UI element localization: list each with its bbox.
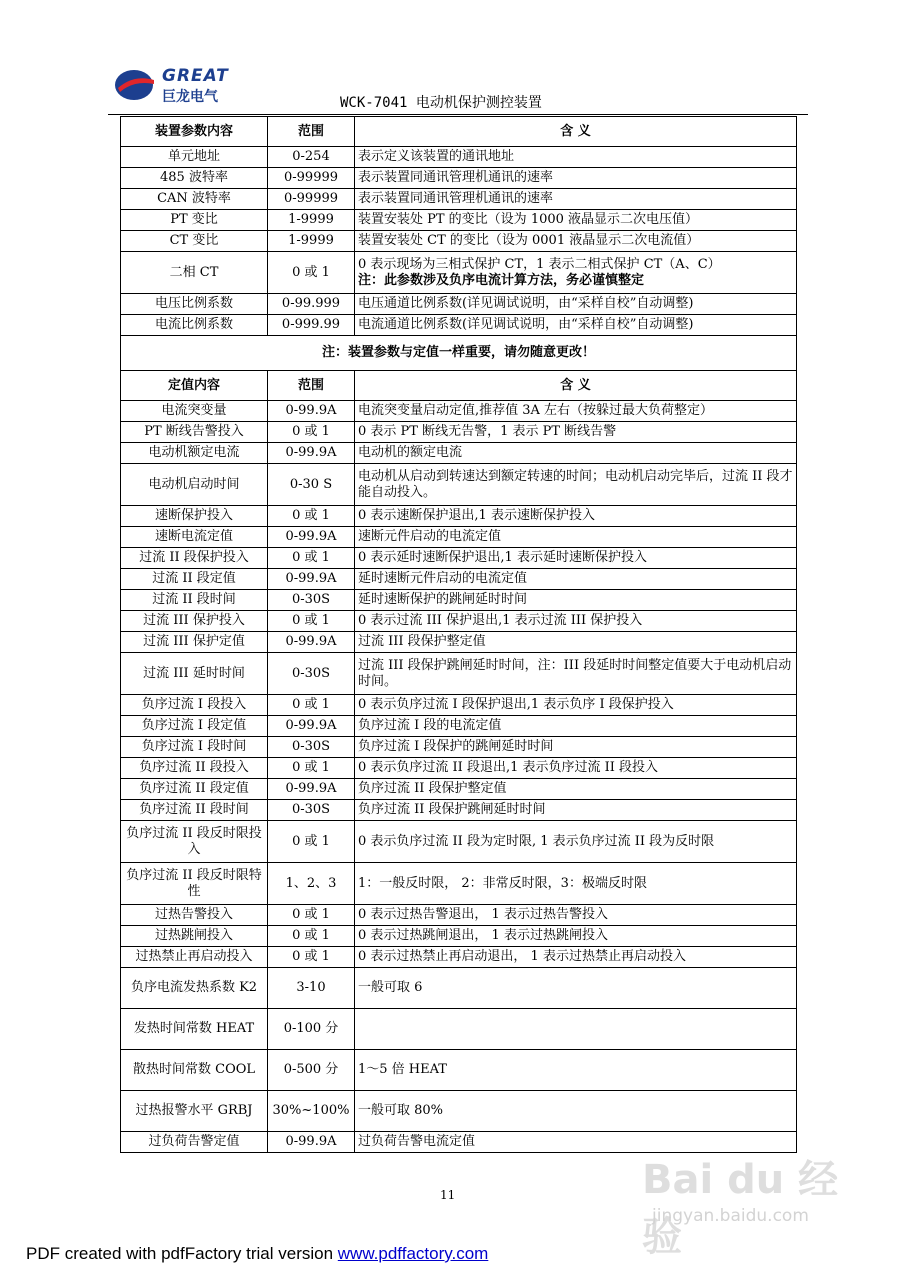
setting-meaning: 过流 III 段保护跳闸延时时间，注：III 段延时时间整定值要大于电动机启动时间。	[355, 653, 797, 695]
device-note: 注：装置参数与定值一样重要，请勿随意更改！	[121, 336, 797, 371]
setting-range: 0 或 1	[268, 905, 355, 926]
table-row	[121, 231, 797, 252]
setting-meaning: 过负荷告警电流定值	[355, 1132, 797, 1153]
setting-meaning: 0 表示过热跳闸退出， 1 表示过热跳闸投入	[355, 926, 797, 947]
param-meaning: 表示装置同通讯管理机通讯的速率	[355, 168, 797, 189]
setting-range: 0 或 1	[268, 611, 355, 632]
param-range: 0-999.99	[268, 315, 355, 336]
setting-range: 0-99.9A	[268, 569, 355, 590]
watermark-brand: Bai du 经验	[642, 1157, 839, 1260]
setting-name: 发热时间常数 HEAT	[121, 1009, 268, 1050]
setting-range: 0 或 1	[268, 947, 355, 968]
table-row	[121, 443, 797, 464]
table-row	[121, 506, 797, 527]
setting-meaning: 一般可取 6	[355, 968, 797, 1009]
setting-name: 过流 III 保护投入	[121, 611, 268, 632]
setting-table-header	[121, 371, 797, 401]
setting-range: 0-99.9A	[268, 443, 355, 464]
param-meaning: 表示定义该装置的通讯地址	[355, 147, 797, 168]
param-range: 0 或 1	[268, 252, 355, 294]
table-row	[121, 422, 797, 443]
setting-range: 0-500 分	[268, 1050, 355, 1091]
page-header	[108, 62, 808, 115]
setting-meaning	[355, 1009, 797, 1050]
setting-name: 电动机启动时间	[121, 464, 268, 506]
table-row	[121, 821, 797, 863]
table-row	[121, 252, 797, 294]
column-header: 范围	[268, 371, 355, 401]
setting-meaning: 负序过流 I 段保护的跳闸延时时间	[355, 737, 797, 758]
setting-meaning: 0 表示负序过流 I 段保护退出,1 表示负序 I 段保护投入	[355, 695, 797, 716]
setting-range: 0 或 1	[268, 821, 355, 863]
table-row	[121, 926, 797, 947]
param-meaning: 电流通道比例系数(详见调试说明，由“采样自校”自动调整)	[355, 315, 797, 336]
setting-range: 0 或 1	[268, 506, 355, 527]
setting-range: 0-30 S	[268, 464, 355, 506]
param-range: 0-254	[268, 147, 355, 168]
setting-name: 过流 III 保护定值	[121, 632, 268, 653]
pdf-footer	[26, 1244, 488, 1264]
param-meaning: 表示装置同通讯管理机通讯的速率	[355, 189, 797, 210]
param-name: PT 变比	[121, 210, 268, 231]
param-name: 485 波特率	[121, 168, 268, 189]
setting-meaning: 负序过流 II 段保护整定值	[355, 779, 797, 800]
column-header: 含 义	[355, 371, 797, 401]
table-row	[121, 653, 797, 695]
table-row	[121, 464, 797, 506]
table-row	[121, 315, 797, 336]
table-row	[121, 590, 797, 611]
table-row	[121, 716, 797, 737]
setting-range: 0-30S	[268, 653, 355, 695]
setting-meaning: 延时速断元件启动的电流定值	[355, 569, 797, 590]
setting-name: 负序过流 I 段定值	[121, 716, 268, 737]
setting-range: 30%~100%	[268, 1091, 355, 1132]
column-header: 范围	[268, 117, 355, 147]
setting-range: 0-100 分	[268, 1009, 355, 1050]
table-row	[121, 1009, 797, 1050]
setting-range: 0-99.9A	[268, 716, 355, 737]
setting-range: 0-30S	[268, 737, 355, 758]
setting-meaning: 电动机从启动到转速达到额定转速的时间；电动机启动完毕后，过流 II 段才能自动投入。	[355, 464, 797, 506]
setting-name: 电动机额定电流	[121, 443, 268, 464]
setting-meaning: 1～5 倍 HEAT	[355, 1050, 797, 1091]
setting-name: 负序过流 II 段时间	[121, 800, 268, 821]
table-row	[121, 737, 797, 758]
param-range: 0-99.999	[268, 294, 355, 315]
setting-name: 负序过流 II 段投入	[121, 758, 268, 779]
param-name: 单元地址	[121, 147, 268, 168]
setting-meaning: 1：一般反时限， 2：非常反时限，3：极端反时限	[355, 863, 797, 905]
table-row	[121, 1050, 797, 1091]
table-row	[121, 1091, 797, 1132]
setting-range: 0 或 1	[268, 926, 355, 947]
logo-text-cn: 巨龙电气	[162, 89, 218, 105]
setting-range: 0-30S	[268, 590, 355, 611]
table-row	[121, 611, 797, 632]
setting-meaning: 0 表示负序过流 II 段退出,1 表示负序过流 II 段投入	[355, 758, 797, 779]
table-row	[121, 800, 797, 821]
param-meaning: 电压通道比例系数(详见调试说明，由“采样自校”自动调整)	[355, 294, 797, 315]
setting-meaning: 负序过流 II 段保护跳闸延时时间	[355, 800, 797, 821]
company-logo-icon	[114, 68, 156, 102]
footer-text: PDF created with pdfFactory trial version	[26, 1244, 338, 1263]
setting-range: 0 或 1	[268, 695, 355, 716]
setting-name: 负序过流 II 段反时限特性	[121, 863, 268, 905]
device-table-header	[121, 117, 797, 147]
parameter-table	[120, 116, 797, 1153]
setting-name: 速断电流定值	[121, 527, 268, 548]
table-row	[121, 779, 797, 800]
setting-name: 负序过流 I 段时间	[121, 737, 268, 758]
param-meaning: 装置安装处 PT 的变比（设为 1000 液晶显示二次电压值）	[355, 210, 797, 231]
page-number: 11	[440, 1188, 456, 1202]
logo-text-en: GREAT	[162, 66, 229, 86]
param-name: 电压比例系数	[121, 294, 268, 315]
setting-range: 0-99.9A	[268, 779, 355, 800]
param-range: 0-99999	[268, 189, 355, 210]
setting-name: 过流 II 段定值	[121, 569, 268, 590]
param-name: CT 变比	[121, 231, 268, 252]
table-row	[121, 632, 797, 653]
table-row	[121, 695, 797, 716]
setting-name: 速断保护投入	[121, 506, 268, 527]
table-row	[121, 968, 797, 1009]
table-row	[121, 210, 797, 231]
param-range: 1-9999	[268, 210, 355, 231]
setting-meaning: 过流 III 段保护整定值	[355, 632, 797, 653]
setting-range: 0-99.9A	[268, 632, 355, 653]
param-range: 0-99999	[268, 168, 355, 189]
table-row	[121, 147, 797, 168]
document-title: WCK-7041 电动机保护测控装置	[340, 95, 542, 111]
table-row	[121, 168, 797, 189]
setting-name: 电流突变量	[121, 401, 268, 422]
setting-range: 0-99.9A	[268, 401, 355, 422]
param-meaning	[355, 252, 797, 294]
setting-range: 0-30S	[268, 800, 355, 821]
table-row	[121, 548, 797, 569]
table-row	[121, 569, 797, 590]
param-name: 二相 CT	[121, 252, 268, 294]
watermark-url: jingyan.baidu.com	[652, 1206, 809, 1226]
device-note-row	[121, 336, 797, 371]
setting-meaning: 0 表示延时速断保护退出,1 表示延时速断保护投入	[355, 548, 797, 569]
param-name: CAN 波特率	[121, 189, 268, 210]
setting-meaning: 0 表示过热禁止再启动退出， 1 表示过热禁止再启动投入	[355, 947, 797, 968]
setting-range: 1、2、3	[268, 863, 355, 905]
setting-name: 过热禁止再启动投入	[121, 947, 268, 968]
setting-name: 过流 III 延时时间	[121, 653, 268, 695]
setting-name: 过热告警投入	[121, 905, 268, 926]
column-header: 含 义	[355, 117, 797, 147]
setting-meaning: 速断元件启动的电流定值	[355, 527, 797, 548]
table-row	[121, 189, 797, 210]
setting-meaning: 0 表示过热告警退出， 1 表示过热告警投入	[355, 905, 797, 926]
setting-meaning: 延时速断保护的跳闸延时时间	[355, 590, 797, 611]
setting-name: PT 断线告警投入	[121, 422, 268, 443]
param-range: 1-9999	[268, 231, 355, 252]
setting-name: 过负荷告警定值	[121, 1132, 268, 1153]
setting-name: 负序过流 I 段投入	[121, 695, 268, 716]
setting-meaning: 电流突变量启动定值,推荐值 3A 左右（按躲过最大负荷整定）	[355, 401, 797, 422]
setting-name: 过热跳闸投入	[121, 926, 268, 947]
setting-name: 过流 II 段保护投入	[121, 548, 268, 569]
setting-name: 负序过流 II 段定值	[121, 779, 268, 800]
param-meaning: 装置安装处 CT 的变比（设为 0001 液晶显示二次电流值）	[355, 231, 797, 252]
column-header: 定值内容	[121, 371, 268, 401]
setting-name: 散热时间常数 COOL	[121, 1050, 268, 1091]
setting-rows	[121, 401, 797, 1153]
table-row	[121, 905, 797, 926]
table-row	[121, 947, 797, 968]
setting-meaning: 0 表示 PT 断线无告警，1 表示 PT 断线告警	[355, 422, 797, 443]
setting-range: 0-99.9A	[268, 1132, 355, 1153]
setting-range: 3-10	[268, 968, 355, 1009]
setting-meaning: 0 表示速断保护退出,1 表示速断保护投入	[355, 506, 797, 527]
table-row	[121, 401, 797, 422]
table-row	[121, 758, 797, 779]
setting-name: 过流 II 段时间	[121, 590, 268, 611]
setting-range: 0-99.9A	[268, 527, 355, 548]
setting-name: 过热报警水平 GRBJ	[121, 1091, 268, 1132]
setting-name: 负序电流发热系数 K2	[121, 968, 268, 1009]
column-header: 装置参数内容	[121, 117, 268, 147]
param-meaning-line: 0 表示现场为三相式保护 CT，1 表示二相式保护 CT（A、C）	[358, 256, 721, 272]
param-warning-note: 注：此参数涉及负序电流计算方法，务必谨慎整定	[358, 272, 645, 288]
setting-range: 0 或 1	[268, 548, 355, 569]
table-row	[121, 294, 797, 315]
setting-meaning: 电动机的额定电流	[355, 443, 797, 464]
setting-meaning: 负序过流 I 段的电流定值	[355, 716, 797, 737]
param-name: 电流比例系数	[121, 315, 268, 336]
setting-meaning: 一般可取 80%	[355, 1091, 797, 1132]
footer-link[interactable]: www.pdffactory.com	[337, 1244, 489, 1263]
table-row	[121, 527, 797, 548]
setting-name: 负序过流 II 段反时限投入	[121, 821, 268, 863]
watermark	[642, 1148, 857, 1258]
table-row	[121, 863, 797, 905]
setting-meaning: 0 表示负序过流 II 段为定时限, 1 表示负序过流 II 段为反时限	[355, 821, 797, 863]
setting-range: 0 或 1	[268, 758, 355, 779]
setting-meaning: 0 表示过流 III 保护退出,1 表示过流 III 保护投入	[355, 611, 797, 632]
setting-range: 0 或 1	[268, 422, 355, 443]
